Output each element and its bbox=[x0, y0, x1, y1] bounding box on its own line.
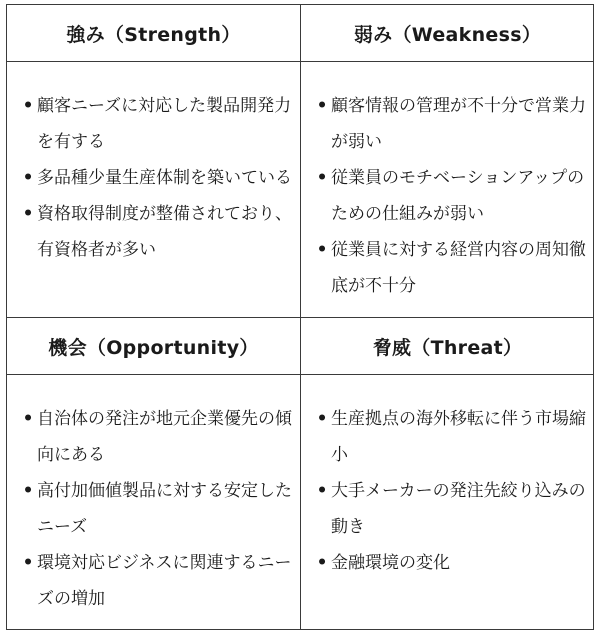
weakness-title: 弱み（Weakness） bbox=[353, 23, 542, 46]
bullet-icon: • bbox=[316, 481, 328, 501]
threat-header bbox=[301, 318, 594, 375]
bullet-icon: • bbox=[316, 409, 328, 429]
strength-item-text: 多品種少量生産体制を築いている bbox=[37, 168, 292, 188]
opportunity-item-text: 環境対応ビジネスに関連するニーズの増加 bbox=[37, 553, 292, 609]
opportunity-header bbox=[7, 318, 301, 375]
opportunity-item bbox=[17, 473, 296, 545]
bullet-icon: • bbox=[316, 168, 328, 188]
opportunity-title: 機会（Opportunity） bbox=[48, 336, 259, 359]
strength-header bbox=[7, 5, 301, 62]
opportunity-item bbox=[17, 545, 296, 617]
bullet-icon: • bbox=[316, 240, 328, 260]
weakness-item bbox=[311, 232, 590, 304]
weakness-item-text: 従業員に対する経営内容の周知徹底が不十分 bbox=[331, 240, 586, 296]
strength-item bbox=[17, 160, 296, 196]
weakness-body bbox=[301, 62, 594, 318]
opportunity-list bbox=[17, 401, 296, 617]
bullet-icon: • bbox=[22, 96, 34, 116]
bullet-icon: • bbox=[22, 168, 34, 188]
weakness-list bbox=[311, 88, 590, 304]
threat-list bbox=[311, 401, 590, 581]
opportunity-item-text: 高付加価値製品に対する安定したニーズ bbox=[37, 481, 292, 537]
strength-item-text: 顧客ニーズに対応した製品開発力を有する bbox=[37, 96, 292, 152]
strength-list bbox=[17, 88, 296, 268]
strength-item bbox=[17, 196, 296, 268]
threat-body bbox=[301, 375, 594, 629]
weakness-item-text: 顧客情報の管理が不十分で営業力が弱い bbox=[331, 96, 586, 152]
threat-item bbox=[311, 401, 590, 473]
threat-item bbox=[311, 473, 590, 545]
weakness-header bbox=[301, 5, 594, 62]
bullet-icon: • bbox=[316, 553, 328, 573]
bullet-icon: • bbox=[22, 481, 34, 501]
weakness-item-text: 従業員のモチベーションアップのための仕組みが弱い bbox=[331, 168, 585, 224]
threat-title: 脅威（Threat） bbox=[372, 336, 523, 359]
bullet-icon: • bbox=[22, 409, 34, 429]
strength-item-text: 資格取得制度が整備されており、有資格者が多い bbox=[37, 204, 292, 260]
threat-item-text: 大手メーカーの発注先絞り込みの動き bbox=[331, 481, 586, 537]
swot-table bbox=[6, 4, 594, 630]
bullet-icon: • bbox=[22, 204, 34, 224]
weakness-item bbox=[311, 88, 590, 160]
opportunity-item bbox=[17, 401, 296, 473]
strength-item bbox=[17, 88, 296, 160]
weakness-item bbox=[311, 160, 590, 232]
bullet-icon: • bbox=[316, 96, 328, 116]
threat-item-text: 金融環境の変化 bbox=[331, 553, 450, 573]
strength-title: 強み（Strength） bbox=[66, 23, 241, 46]
threat-item bbox=[311, 545, 590, 581]
opportunity-item-text: 自治体の発注が地元企業優先の傾向にある bbox=[37, 409, 292, 465]
bullet-icon: • bbox=[22, 553, 34, 573]
strength-body bbox=[7, 62, 301, 318]
opportunity-body bbox=[7, 375, 301, 629]
threat-item-text: 生産拠点の海外移転に伴う市場縮小 bbox=[331, 409, 586, 465]
